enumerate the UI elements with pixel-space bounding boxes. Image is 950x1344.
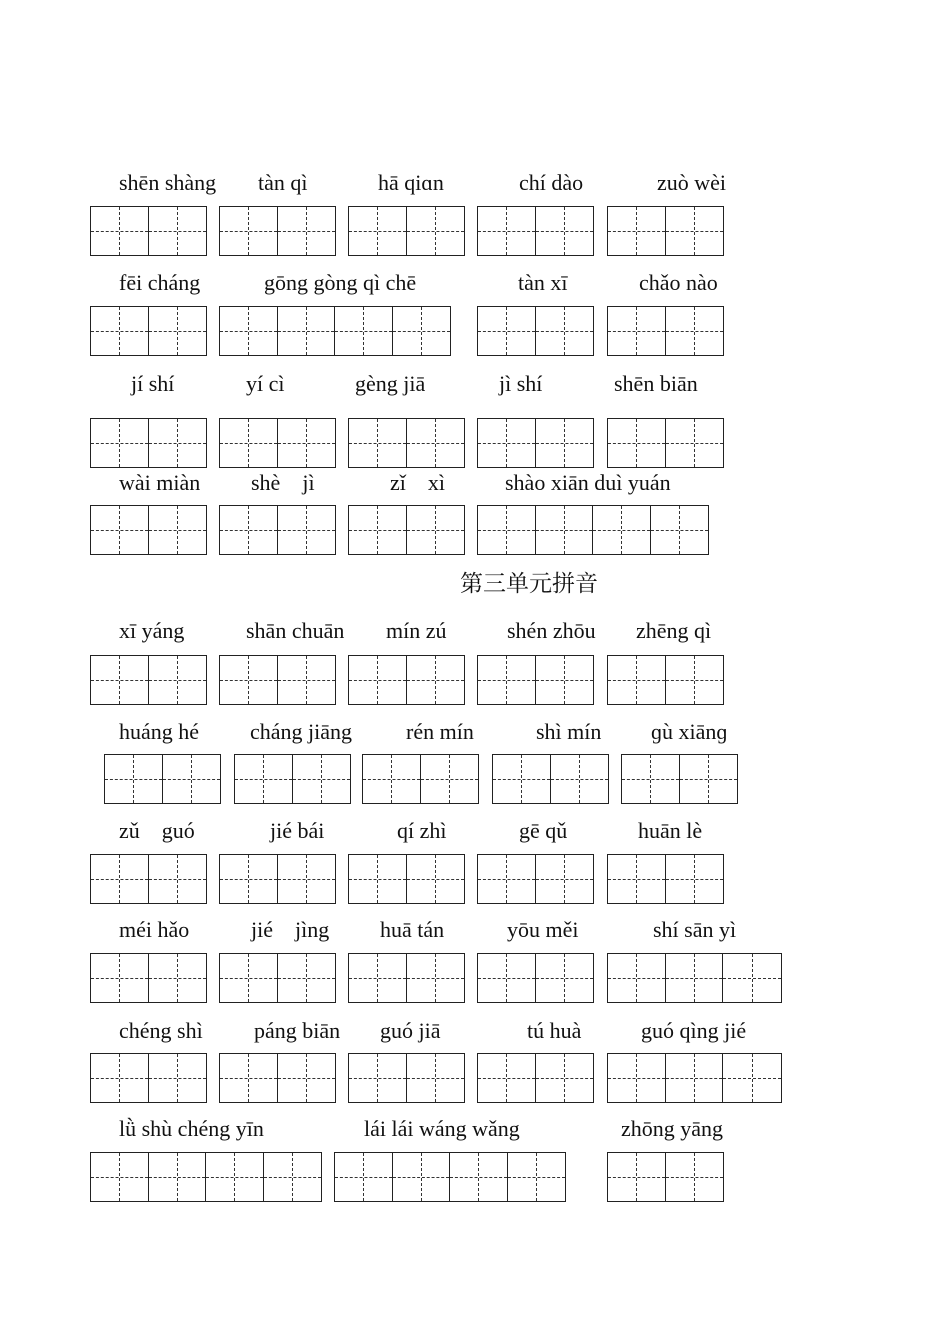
grid-cell[interactable] (536, 855, 594, 903)
grid-cell[interactable] (149, 1153, 207, 1201)
pinyin-label: rén mín (406, 719, 474, 744)
writing-grid[interactable] (607, 854, 724, 904)
writing-grid[interactable] (90, 505, 207, 555)
grid-cell[interactable] (450, 1153, 508, 1201)
grid-cell[interactable] (149, 1054, 207, 1102)
grid-cell[interactable] (206, 1153, 264, 1201)
grid-cell[interactable] (278, 307, 336, 355)
grid-cell[interactable] (149, 855, 207, 903)
pinyin-label: huā tán (380, 917, 445, 942)
section-title: 第三单元拼音 (460, 571, 598, 597)
grid-cell[interactable] (608, 1054, 666, 1102)
grid-cell[interactable] (608, 419, 666, 467)
writing-grid[interactable] (607, 1053, 782, 1103)
writing-grid[interactable] (362, 754, 479, 804)
writing-grid[interactable] (348, 854, 465, 904)
pinyin-label: páng biān (254, 1018, 341, 1043)
grid-cell[interactable] (349, 1054, 407, 1102)
writing-grid[interactable] (219, 953, 336, 1003)
grid-cell[interactable] (149, 506, 207, 554)
writing-grid[interactable] (477, 306, 594, 356)
pinyin-label: ɡù xiānɡ (651, 719, 728, 744)
writing-grid[interactable] (90, 655, 207, 705)
pinyin-label: qí zhì (397, 818, 447, 843)
grid-cell[interactable] (349, 207, 407, 255)
grid-cell[interactable] (608, 855, 666, 903)
writing-grid[interactable] (477, 206, 594, 256)
grid-cell[interactable] (335, 1153, 393, 1201)
writing-grid[interactable] (348, 655, 465, 705)
writing-grid[interactable] (348, 505, 465, 555)
writing-grid[interactable] (90, 854, 207, 904)
pinyin-label: chǎo nào (639, 270, 718, 295)
writing-grid[interactable] (219, 206, 336, 256)
pinyin-label: shì mín (536, 719, 602, 744)
grid-cell[interactable] (407, 207, 465, 255)
grid-cell[interactable] (666, 1054, 724, 1102)
pinyin-label: shēn biān (614, 371, 698, 396)
pinyin-label: shén zhōu (507, 618, 596, 643)
grid-cell[interactable] (493, 755, 551, 803)
grid-cell[interactable] (478, 207, 536, 255)
grid-cell[interactable] (220, 207, 278, 255)
grid-cell[interactable] (666, 419, 724, 467)
grid-cell[interactable] (478, 307, 536, 355)
pinyin-label: zǐ xì (390, 470, 445, 495)
grid-cell[interactable] (666, 656, 724, 704)
grid-cell[interactable] (220, 419, 278, 467)
writing-grid[interactable] (477, 854, 594, 904)
writing-grid[interactable] (219, 854, 336, 904)
pinyin-label: shí sān yì (653, 917, 737, 942)
pinyin-label: lái lái wáng wǎng (364, 1116, 520, 1141)
grid-cell[interactable] (666, 954, 724, 1002)
grid-cell[interactable] (293, 755, 351, 803)
grid-cell[interactable] (608, 954, 666, 1002)
grid-cell[interactable] (536, 419, 594, 467)
writing-grid[interactable] (477, 418, 594, 468)
grid-cell[interactable] (608, 307, 666, 355)
pinyin-label: chí dào (519, 170, 584, 195)
grid-cell[interactable] (220, 307, 278, 355)
pinyin-label: guó jiā (380, 1018, 441, 1043)
grid-cell[interactable] (91, 419, 149, 467)
grid-cell[interactable] (335, 307, 393, 355)
grid-cell[interactable] (393, 307, 451, 355)
grid-cell[interactable] (220, 954, 278, 1002)
grid-cell[interactable] (666, 307, 724, 355)
grid-cell[interactable] (278, 419, 336, 467)
grid-cell[interactable] (478, 506, 536, 554)
grid-cell[interactable] (478, 855, 536, 903)
pinyin-label: jì shí (499, 371, 543, 396)
grid-cell[interactable] (508, 1153, 566, 1201)
grid-cell[interactable] (363, 755, 421, 803)
grid-cell[interactable] (149, 419, 207, 467)
grid-cell[interactable] (666, 855, 724, 903)
pinyin-label: tú huà (527, 1018, 582, 1043)
pinyin-label: jí shí (131, 371, 175, 396)
grid-cell[interactable] (264, 1153, 322, 1201)
pinyin-label: jié bái (270, 818, 325, 843)
grid-cell[interactable] (91, 954, 149, 1002)
grid-cell[interactable] (622, 755, 680, 803)
grid-cell[interactable] (235, 755, 293, 803)
grid-cell[interactable] (149, 656, 207, 704)
grid-cell[interactable] (349, 954, 407, 1002)
grid-cell[interactable] (91, 855, 149, 903)
pinyin-label: gèng jiā (355, 371, 426, 396)
writing-grid[interactable] (90, 306, 207, 356)
grid-cell[interactable] (349, 419, 407, 467)
pinyin-label: zuò wèi (657, 170, 727, 195)
grid-cell[interactable] (278, 207, 336, 255)
grid-cell[interactable] (393, 1153, 451, 1201)
pinyin-label: yí cì (246, 371, 285, 396)
writing-grid[interactable] (219, 505, 336, 555)
pinyin-label: guó qìng jié (641, 1018, 747, 1043)
pinyin-label: gē qǔ (519, 818, 568, 843)
grid-cell[interactable] (91, 307, 149, 355)
grid-cell[interactable] (220, 1054, 278, 1102)
writing-grid[interactable] (348, 953, 465, 1003)
grid-cell[interactable] (220, 656, 278, 704)
grid-cell[interactable] (666, 1153, 724, 1201)
grid-cell[interactable] (278, 506, 336, 554)
grid-cell[interactable] (666, 207, 724, 255)
grid-cell[interactable] (407, 506, 465, 554)
pinyin-label: xī yáng (119, 618, 185, 643)
writing-grid[interactable] (90, 953, 207, 1003)
writing-grid[interactable] (477, 1053, 594, 1103)
pinyin-label: zhēng qì (636, 618, 712, 643)
writing-grid[interactable] (607, 418, 724, 468)
pinyin-label: mín zú (386, 618, 447, 643)
grid-cell[interactable] (349, 506, 407, 554)
pinyin-label: tàn qì (258, 170, 308, 195)
grid-cell[interactable] (536, 207, 594, 255)
grid-cell[interactable] (149, 207, 207, 255)
grid-cell[interactable] (278, 855, 336, 903)
pinyin-label: zǔ guó (119, 818, 195, 843)
pinyin-label: chéng shì (119, 1018, 203, 1043)
grid-cell[interactable] (278, 656, 336, 704)
writing-grid[interactable] (90, 1053, 207, 1103)
writing-grid[interactable] (348, 206, 465, 256)
pinyin-label: lǜ shù chéng yīn (119, 1116, 264, 1141)
grid-cell[interactable] (478, 419, 536, 467)
grid-cell[interactable] (407, 954, 465, 1002)
writing-grid[interactable] (348, 1053, 465, 1103)
writing-grid[interactable] (219, 306, 451, 356)
pinyin-label: fēi cháng (119, 270, 201, 295)
grid-cell[interactable] (536, 506, 594, 554)
grid-cell[interactable] (407, 855, 465, 903)
pinyin-label: shān chuān (246, 618, 345, 643)
grid-cell[interactable] (91, 1153, 149, 1201)
grid-cell[interactable] (407, 419, 465, 467)
grid-cell[interactable] (149, 307, 207, 355)
writing-grid[interactable] (334, 1152, 566, 1202)
grid-cell[interactable] (105, 755, 163, 803)
grid-cell[interactable] (349, 656, 407, 704)
writing-grid[interactable] (219, 655, 336, 705)
pinyin-label: cháng jiāng (250, 719, 353, 744)
pinyin-label: hā qiɑn (378, 170, 444, 195)
pinyin-label: gōng gòng qì chē (264, 270, 417, 295)
pinyin-label: méi hǎo (119, 917, 190, 942)
grid-cell[interactable] (608, 1153, 666, 1201)
grid-cell[interactable] (593, 506, 651, 554)
pinyin-label: jié jìng (251, 917, 330, 942)
grid-cell[interactable] (407, 1054, 465, 1102)
writing-grid[interactable] (90, 418, 207, 468)
grid-cell[interactable] (349, 855, 407, 903)
writing-grid[interactable] (607, 306, 724, 356)
writing-grid[interactable] (477, 655, 594, 705)
writing-grid[interactable] (104, 754, 221, 804)
writing-grid[interactable] (477, 953, 594, 1003)
pinyin-label: yōu měi (507, 917, 579, 942)
grid-cell[interactable] (536, 307, 594, 355)
writing-grid[interactable] (90, 206, 207, 256)
grid-cell[interactable] (220, 855, 278, 903)
pinyin-label: shēn shàng (119, 170, 217, 195)
grid-cell[interactable] (608, 656, 666, 704)
writing-grid[interactable] (607, 206, 724, 256)
writing-grid[interactable] (607, 1152, 724, 1202)
writing-grid[interactable] (90, 1152, 322, 1202)
grid-cell[interactable] (407, 656, 465, 704)
pinyin-label: tàn xī (518, 270, 568, 295)
pinyin-label: wài miàn (119, 470, 201, 495)
writing-grid[interactable] (219, 1053, 336, 1103)
writing-grid[interactable] (607, 953, 782, 1003)
grid-cell[interactable] (421, 755, 479, 803)
grid-cell[interactable] (680, 755, 738, 803)
grid-cell[interactable] (91, 207, 149, 255)
grid-cell[interactable] (723, 954, 781, 1002)
grid-cell[interactable] (608, 207, 666, 255)
grid-cell[interactable] (478, 1054, 536, 1102)
grid-cell[interactable] (478, 954, 536, 1002)
grid-cell[interactable] (91, 656, 149, 704)
writing-grid[interactable] (348, 418, 465, 468)
grid-cell[interactable] (278, 954, 336, 1002)
writing-grid[interactable] (492, 754, 609, 804)
grid-cell[interactable] (220, 506, 278, 554)
grid-cell[interactable] (91, 1054, 149, 1102)
grid-cell[interactable] (536, 1054, 594, 1102)
pinyin-label: huáng hé (119, 719, 200, 744)
writing-grid[interactable] (234, 754, 351, 804)
writing-grid[interactable] (477, 505, 709, 555)
grid-cell[interactable] (163, 755, 221, 803)
grid-cell[interactable] (651, 506, 709, 554)
grid-cell[interactable] (478, 656, 536, 704)
writing-grid[interactable] (607, 655, 724, 705)
pinyin-label: huān lè (638, 818, 703, 843)
grid-cell[interactable] (278, 1054, 336, 1102)
writing-grid[interactable] (621, 754, 738, 804)
grid-cell[interactable] (723, 1054, 781, 1102)
grid-cell[interactable] (536, 656, 594, 704)
grid-cell[interactable] (536, 954, 594, 1002)
grid-cell[interactable] (91, 506, 149, 554)
pinyin-label: shè jì (251, 470, 315, 495)
grid-cell[interactable] (551, 755, 609, 803)
writing-grid[interactable] (219, 418, 336, 468)
pinyin-label: zhōng yāng (621, 1116, 724, 1141)
grid-cell[interactable] (149, 954, 207, 1002)
pinyin-label: shào xiān duì yuán (505, 470, 671, 495)
